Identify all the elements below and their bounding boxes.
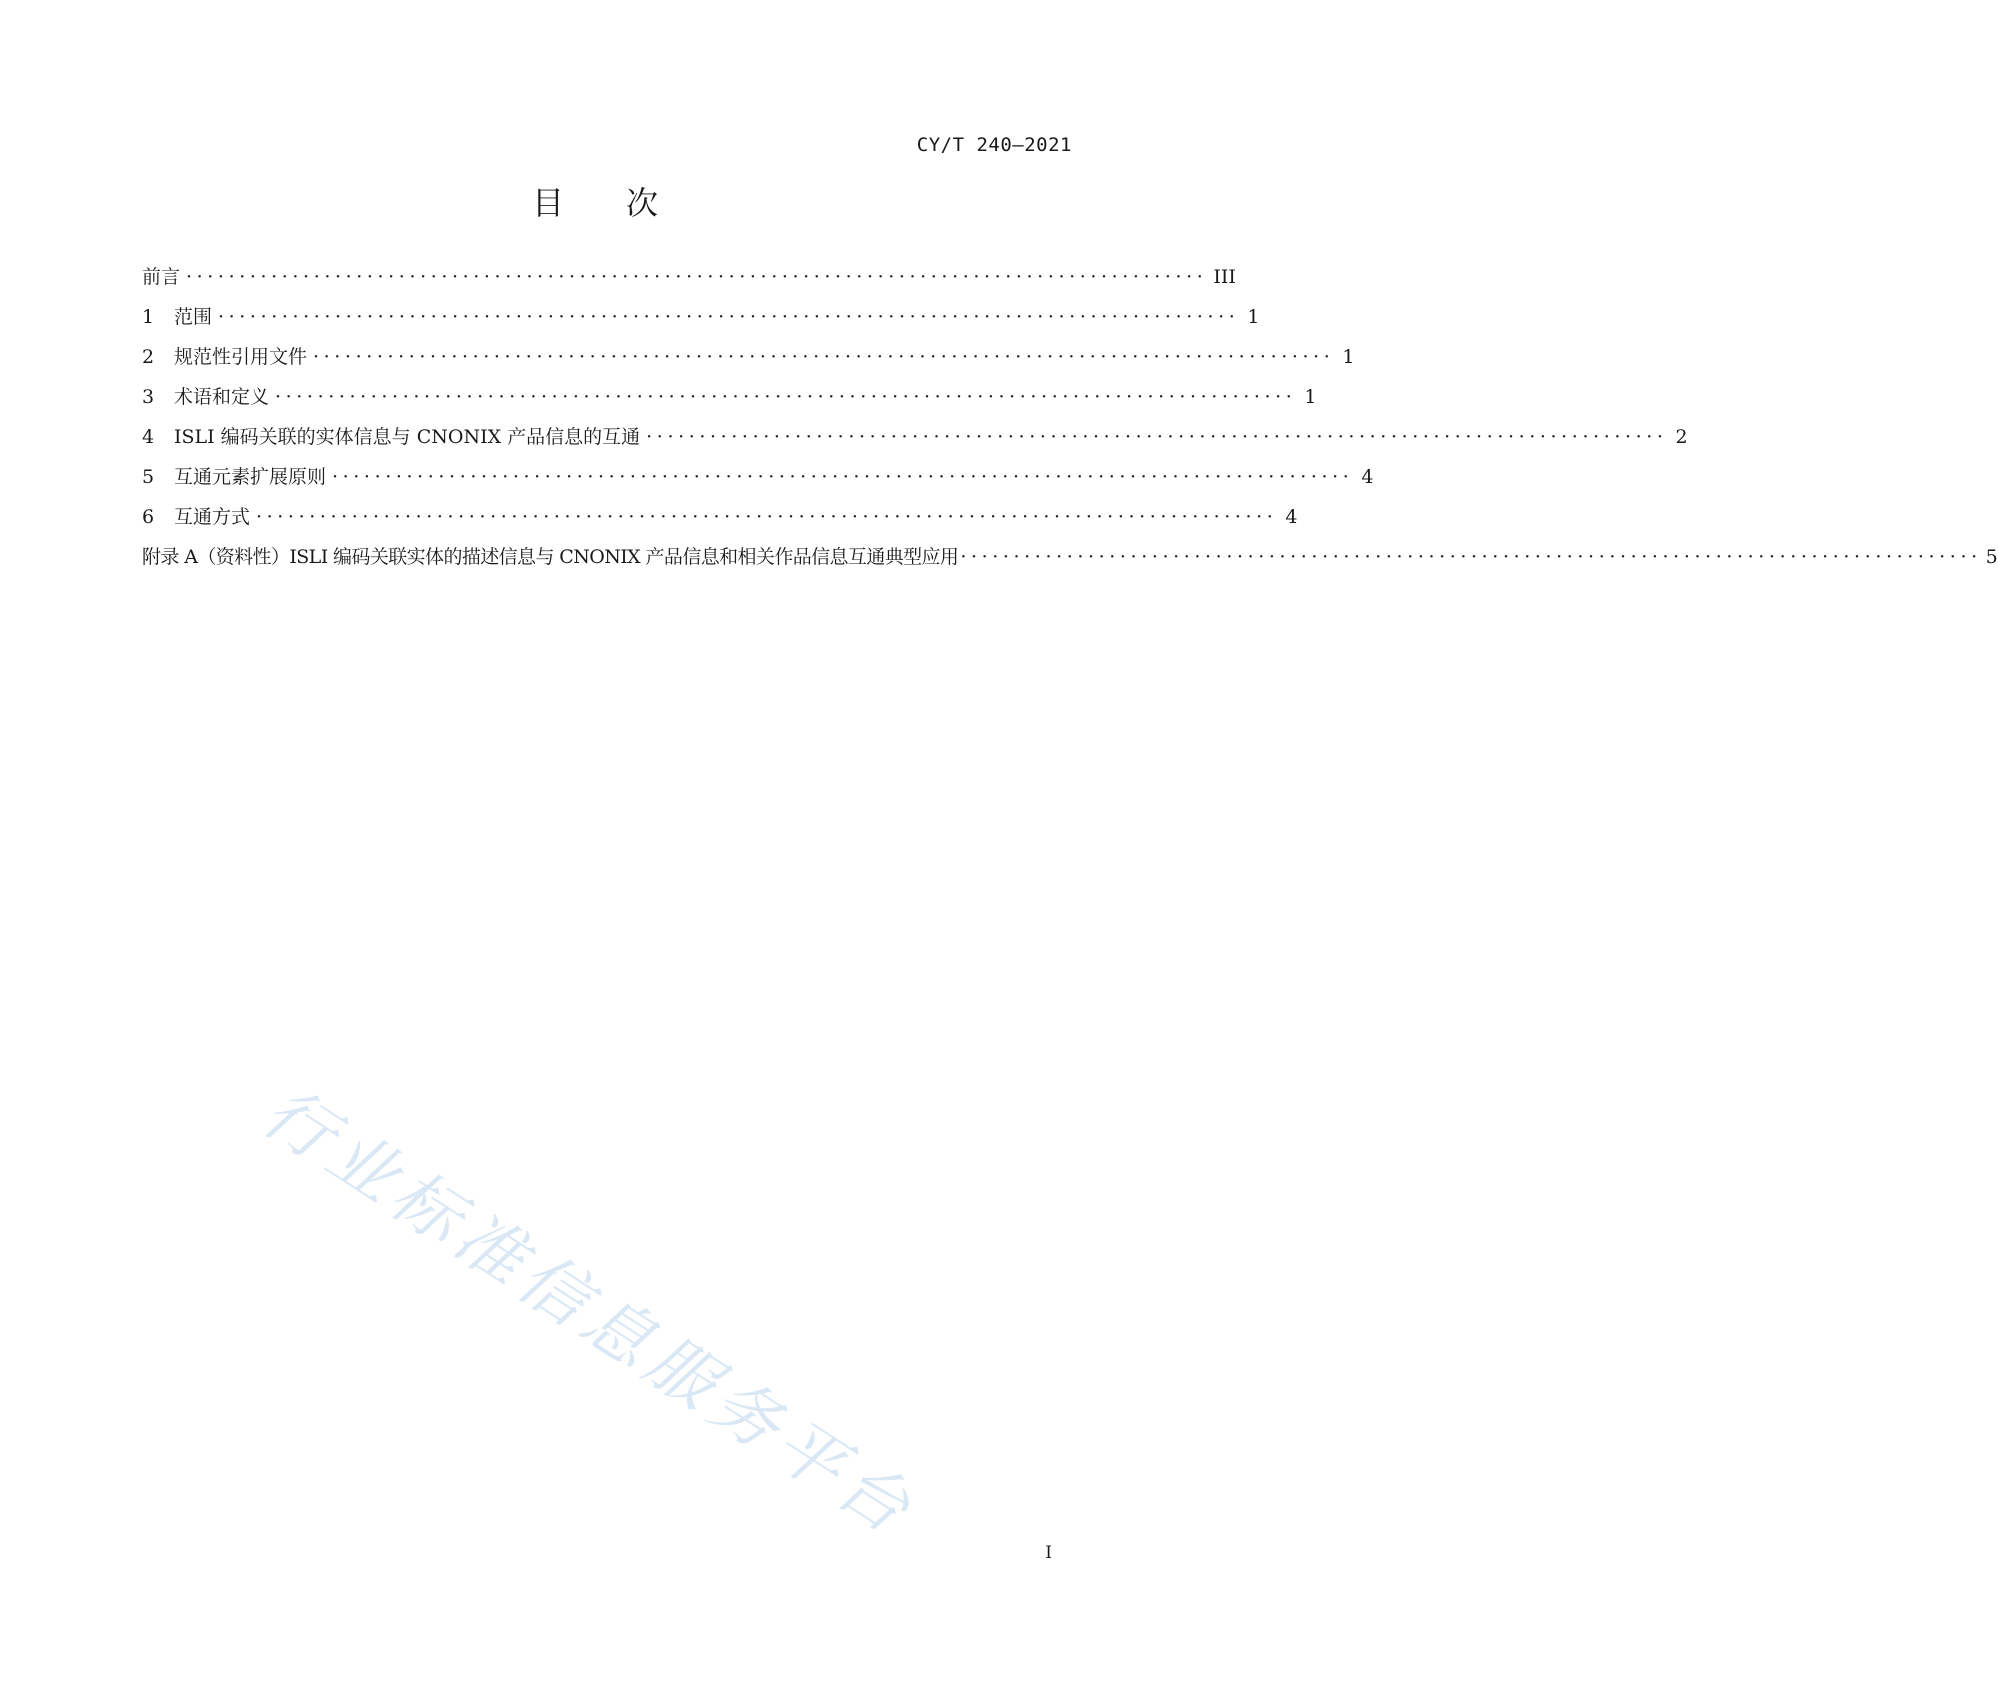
toc-leader-dots: ································································································ xyxy=(313,346,1335,368)
toc-leader-dots: ································································································ xyxy=(256,506,1278,528)
toc-label: ISLI 编码关联的实体信息与 CNONIX 产品信息的互通 xyxy=(174,426,641,448)
toc-leader-dots: ································································································ xyxy=(218,306,1240,328)
toc-page-number: 1 xyxy=(1304,386,1317,408)
toc-entry-normative-references[interactable] xyxy=(142,342,1355,382)
toc-entry-foreword[interactable] xyxy=(142,262,1236,302)
toc-entry-terms[interactable] xyxy=(142,382,1317,422)
toc-label: 互通元素扩展原则 xyxy=(174,466,327,488)
toc-section-number: 3 xyxy=(142,386,155,408)
toc-entry-scope[interactable] xyxy=(142,302,1260,342)
toc-label: 范围 xyxy=(174,306,213,328)
toc-entry-interoperability[interactable] xyxy=(142,422,1688,462)
toc-entry-methods[interactable] xyxy=(142,502,1298,542)
toc-page-number: 1 xyxy=(1247,306,1260,328)
toc-leader-dots: ································································································ xyxy=(186,266,1208,288)
toc-leader-dots: ································································································ xyxy=(332,466,1354,488)
toc-label: 附录 A（资料性）ISLI 编码关联实体的描述信息与 CNONIX 产品信息和相关作品信息互通典型应用 xyxy=(142,546,959,568)
toc-leader-dots: ································································································ xyxy=(960,546,1982,568)
toc-page-number: 4 xyxy=(1361,466,1374,488)
toc-section-number: 4 xyxy=(142,426,155,448)
toc-label: 前言 xyxy=(142,266,181,288)
watermark: 行业标准信息服务平台 xyxy=(248,1072,930,1553)
toc-entry-extension-principles[interactable] xyxy=(142,462,1374,502)
toc-leader-dots: ································································································ xyxy=(646,426,1668,448)
toc-page-number: 4 xyxy=(1285,506,1298,528)
toc-section-number: 5 xyxy=(142,466,155,488)
toc-section-number: 1 xyxy=(142,306,155,328)
toc-page-number: 1 xyxy=(1342,346,1355,368)
toc-page-number: 2 xyxy=(1675,426,1688,448)
toc-page-number: 5 xyxy=(1985,546,1998,568)
document-code: CY/T 240—2021 xyxy=(916,134,1072,156)
table-of-contents xyxy=(142,262,1998,582)
toc-entry-appendix-a[interactable] xyxy=(142,542,1998,582)
page-number: I xyxy=(1045,1543,1052,1563)
toc-leader-dots: ································································································ xyxy=(275,386,1297,408)
toc-label: 规范性引用文件 xyxy=(174,346,308,368)
toc-section-number: 6 xyxy=(142,506,155,528)
toc-label: 术语和定义 xyxy=(174,386,270,408)
page-title: 目次 xyxy=(531,184,720,222)
toc-label: 互通方式 xyxy=(174,506,251,528)
toc-page-number: III xyxy=(1213,266,1236,288)
toc-section-number: 2 xyxy=(142,346,155,368)
